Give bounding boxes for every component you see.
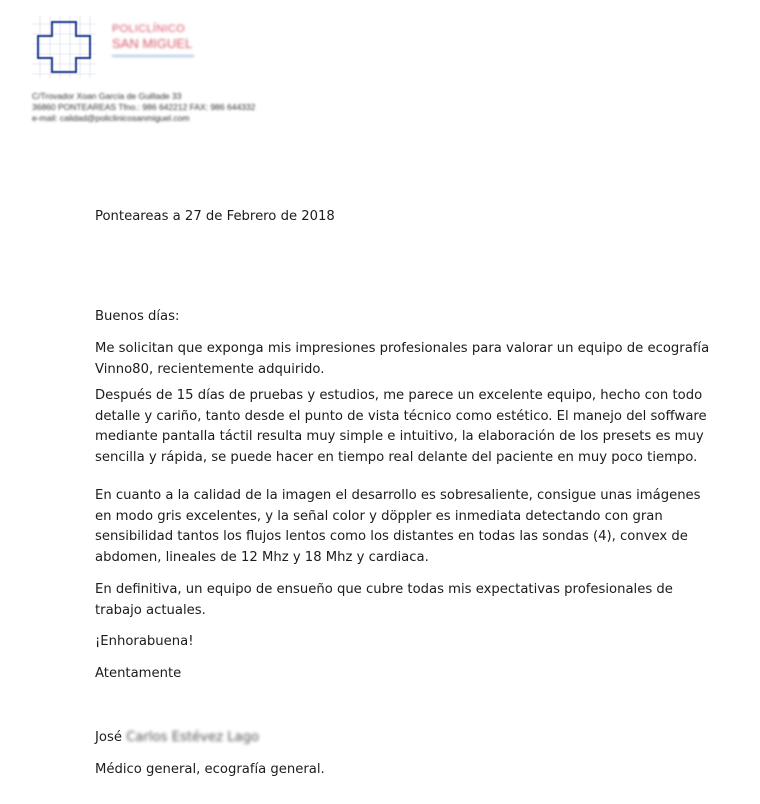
clinic-logo-icon bbox=[30, 14, 98, 80]
brand-line-1: POLICLÍNICO bbox=[112, 23, 185, 35]
signature-first-name: José bbox=[95, 730, 122, 745]
greeting-text: Buenos días: bbox=[95, 309, 180, 324]
address-line-1: C/Trovador Xoan García de Guillade 33 bbox=[32, 91, 182, 101]
paragraph-2-text: Después de 15 días de pruebas y estudios, me parece un excelente equipo, hecho con todo detalle y cariño, tanto desde el punto de vista técnico como estético. El manejo del soffware mediante pantalla táctil resulta muy simple e intuitivo, la elaboración de los presets es muy sencilla y rápida, se puede hacer en tiempo real delante del paciente en muy poco tiempo. bbox=[95, 388, 707, 465]
brand-underline bbox=[112, 55, 194, 57]
paragraph-1 bbox=[95, 339, 715, 380]
exclamation-text: ¡Enhorabuena! bbox=[95, 634, 194, 649]
closing-text: Atentamente bbox=[95, 666, 182, 681]
closing bbox=[95, 664, 715, 685]
address-line-3: e-mail: calidad@policlinicosanmiguel.com bbox=[32, 113, 190, 123]
brand-line-2: SAN MIGUEL bbox=[112, 36, 193, 51]
paragraph-3 bbox=[95, 486, 715, 568]
paragraph-4 bbox=[95, 580, 715, 621]
role-text: Médico general, ecografía general. bbox=[95, 762, 325, 777]
clinic-address bbox=[32, 91, 255, 124]
paragraph-4-text: En definitiva, un equipo de ensueño que cubre todas mis expectativas profesionales de trabajo actuales. bbox=[95, 582, 673, 618]
letter-date bbox=[95, 207, 715, 228]
clinic-brand bbox=[112, 22, 194, 57]
paragraph-2 bbox=[95, 386, 715, 468]
paragraph-3-text: En cuanto a la calidad de la imagen el desarrollo es sobresaliente, consigue unas imágenes en modo gris excelentes, y la señal color y döppler es inmediata detectando con gran sensibilidad tantos los flujos lentos como los distantes en todas las sondas (4), convex de abdomen, lineales de 12 Mhz y 18 Mhz y cardiaca. bbox=[95, 488, 701, 565]
paragraph-1-text: Me solicitan que exponga mis impresiones profesionales para valorar un equipo de ecografía Vinno80, recientemente adquirido. bbox=[95, 341, 710, 377]
date-text: Ponteareas a 27 de Febrero de 2018 bbox=[95, 209, 335, 224]
address-line-2: 36860 PONTEAREAS Tfno.: 986 642212 FAX: 986 644332 bbox=[32, 102, 256, 112]
signature bbox=[95, 728, 715, 749]
exclamation bbox=[95, 632, 715, 653]
signature-surname-redacted: Carlos Estévez Lago bbox=[126, 730, 260, 745]
signer-role bbox=[95, 760, 715, 781]
letter-greeting bbox=[95, 307, 715, 328]
